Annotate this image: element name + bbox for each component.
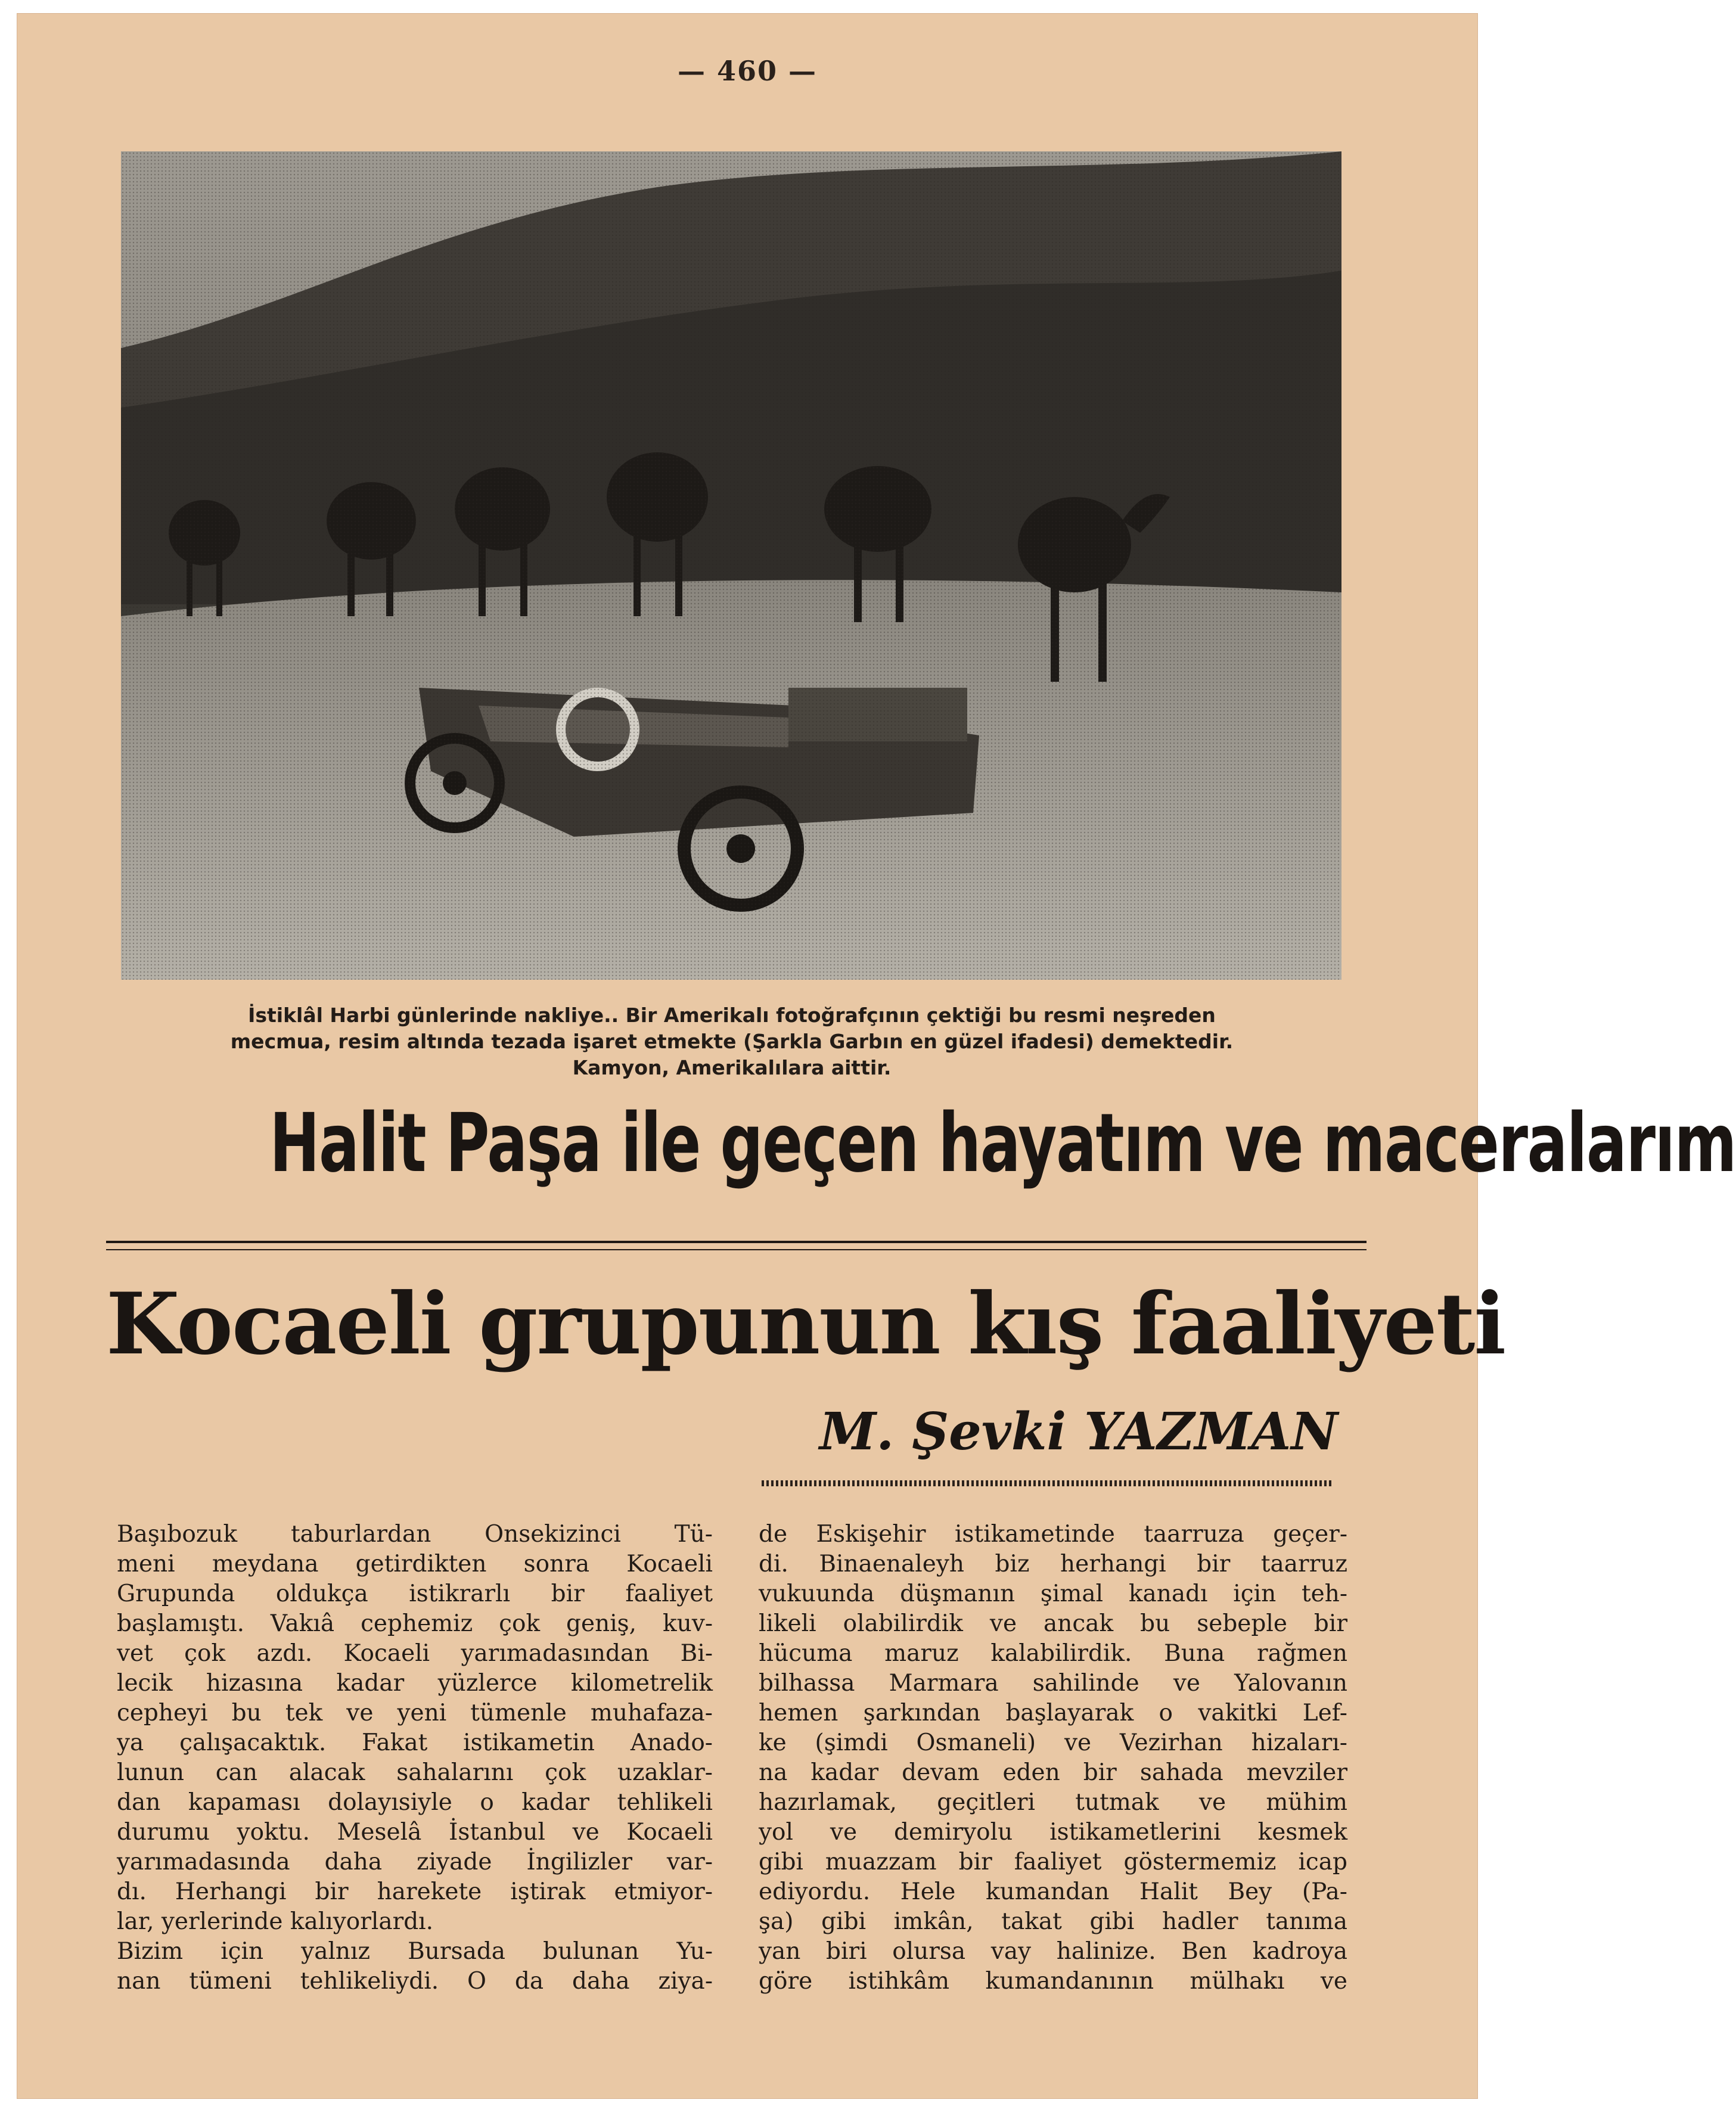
text-line: dan kapaması dolayısiyle o kadar tehlikeli: [117, 1789, 713, 1816]
historical-photo: [121, 151, 1341, 980]
text-column-right: [759, 1520, 1347, 1996]
text-line: Başıbozuk taburlardan Onsekizinci Tü-: [117, 1521, 713, 1548]
text-line: lunun can alacak sahalarını çok uzaklar-: [117, 1759, 713, 1786]
text-line: Bizim için yalnız Bursada bulunan Yu-: [117, 1938, 713, 1965]
text-line: de Eskişehir istikametinde taarruza geçer-: [759, 1521, 1347, 1548]
photo-caption: [106, 1002, 1358, 1081]
text-line: ya çalışacaktık. Fakat istikametin Anado-: [117, 1729, 713, 1756]
text-line: vet çok azdı. Kocaeli yarımadasından Bi-: [117, 1640, 713, 1667]
text-line: dı. Herhangi bir harekete iştirak etmiyor-: [117, 1878, 713, 1905]
divider: [106, 1241, 1367, 1243]
text-line: göre istihkâm kumandanının mülhakı ve: [759, 1968, 1347, 1995]
text-line: yol ve demiryolu istikametlerini kesmek: [759, 1819, 1347, 1846]
article-title: Kocaeli grupunun kış faaliyeti: [106, 1275, 1505, 1374]
caption-line: mecmua, resim altında tezada işaret etmekte (Şarkla Garbın en güzel ifadesi) demektedir.: [230, 1030, 1234, 1053]
newspaper-page: [17, 13, 1736, 2099]
text-column-left: [117, 1520, 713, 1996]
text-line: ke (şimdi Osmaneli) ve Vezirhan hizaları-: [759, 1729, 1347, 1756]
text-line: vukuunda düşmanın şimal kanadı için teh-: [759, 1580, 1347, 1607]
text-line: yarımadasında daha ziyade İngilizler var-: [117, 1849, 713, 1875]
text-line: yan biri olursa vay halinize. Ben kadroya: [759, 1938, 1347, 1965]
text-line: hücuma maruz kalabilirdik. Buna rağmen: [759, 1640, 1347, 1667]
text-line: gibi muazzam bir faaliyet göstermemiz icap: [759, 1849, 1347, 1875]
text-line: lar, yerlerinde kalıyorlardı.: [117, 1908, 434, 1935]
text-line: Grupunda oldukça istikrarlı bir faaliyet: [117, 1580, 713, 1607]
photo-illustration: [121, 151, 1341, 980]
text-line: cepheyi bu tek ve yeni tümenle muhafaza-: [117, 1700, 713, 1726]
text-line: bilhassa Marmara sahilinde ve Yalovanın: [759, 1670, 1347, 1697]
text-line: nan tümeni tehlikeliydi. O da daha ziya-: [117, 1968, 713, 1995]
text-line: başlamıştı. Vakıâ cephemiz çok geniş, kuv-: [117, 1610, 713, 1637]
text-line: na kadar devam eden bir sahada mevziler: [759, 1759, 1347, 1786]
divider: [106, 1249, 1367, 1250]
caption-line: İstiklâl Harbi günlerinde nakliye.. Bir Amerikalı fotoğrafçının çektiği bu resmi neşreden: [248, 1004, 1216, 1027]
series-title: Halit Paşa ile geçen hayatım ve maceralarım: [269, 1097, 1736, 1191]
page-number: — 460 —: [677, 55, 818, 87]
caption-line: Kamyon, Amerikalılara aittir.: [572, 1056, 892, 1079]
text-line: durumu yoktu. Meselâ İstanbul ve Kocaeli: [117, 1819, 713, 1846]
author-byline: M. Şevki YAZMAN: [819, 1402, 1338, 1462]
text-line: meni meydana getirdikten sonra Kocaeli: [117, 1551, 713, 1577]
text-line: lecik hizasına kadar yüzlerce kilometrelik: [117, 1670, 713, 1697]
text-line: di. Binaenaleyh biz herhangi bir taarruz: [759, 1551, 1347, 1577]
byline-divider: [762, 1480, 1334, 1486]
text-line: hemen şarkından başlayarak o vakitki Lef-: [759, 1700, 1347, 1726]
text-line: hazırlamak, geçitleri tutmak ve mühim: [759, 1789, 1347, 1816]
text-line: ediyordu. Hele kumandan Halit Bey (Pa-: [759, 1878, 1347, 1905]
text-line: şa) gibi imkân, takat gibi hadler tanıma: [759, 1908, 1347, 1935]
text-line: likeli olabilirdik ve ancak bu sebeple bir: [759, 1610, 1347, 1637]
